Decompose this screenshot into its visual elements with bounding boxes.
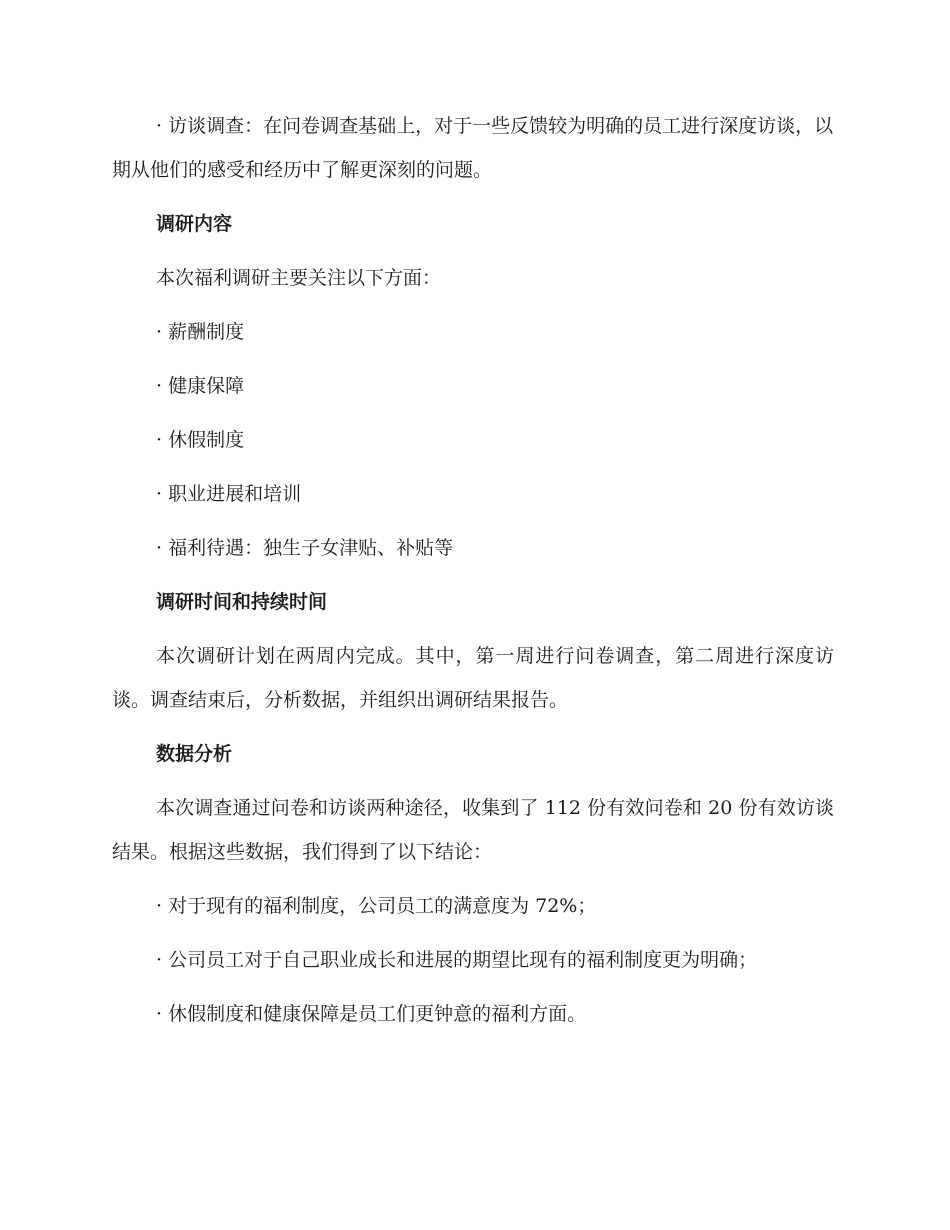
list-item: · 健康保障: [156, 375, 245, 397]
list-item: · 薪酬制度: [156, 321, 245, 343]
analysis-paragraph: 本次调查通过问卷和访谈两种途径，收集到了 112 份有效问卷和 20 份有效访谈结果。根据这些数据，我们得到了以下结论：: [112, 797, 834, 863]
section-heading-time: 调研时间和持续时间: [156, 591, 328, 613]
interview-survey-bullet: · 访谈调查：在问卷调查基础上，对于一些反馈较为明确的员工进行深度访谈，以期从他们的感受和经历中了解更深刻的问题。: [112, 115, 834, 181]
list-item: · 职业进展和培训: [156, 483, 302, 505]
conclusion-item: · 公司员工对于自己职业成长和进展的期望比现有的福利制度更为明确；: [156, 949, 758, 971]
conclusion-item: · 对于现有的福利制度，公司员工的满意度为 72%；: [156, 895, 597, 917]
time-paragraph: 本次调研计划在两周内完成。其中，第一周进行问卷调查，第二周进行深度访谈。调查结束后，分析数据，并组织出调研结果报告。: [112, 645, 834, 711]
list-item: · 休假制度: [156, 429, 245, 451]
document-page: [112, 104, 834, 1046]
conclusion-item: · 休假制度和健康保障是员工们更钟意的福利方面。: [156, 1003, 587, 1025]
section-heading-analysis: 数据分析: [156, 743, 233, 765]
content-intro-paragraph: 本次福利调研主要关注以下方面：: [156, 267, 442, 289]
list-item: · 福利待遇：独生子女津贴、补贴等: [156, 537, 454, 559]
section-heading-content: 调研内容: [156, 213, 233, 235]
